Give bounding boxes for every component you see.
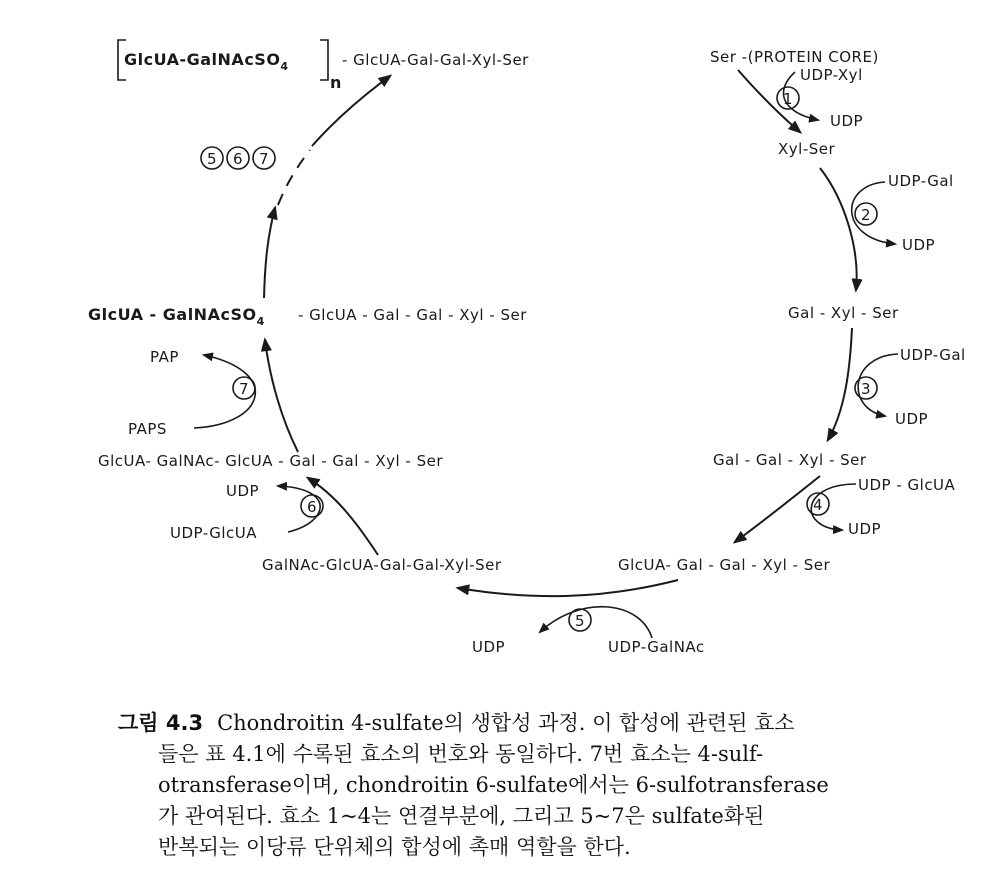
repeat-step-markers [201,147,275,169]
svg-text:- GlcUA-Gal-Gal-Xyl-Ser: - GlcUA-Gal-Gal-Xyl-Ser [342,51,529,69]
svg-text:5: 5 [575,612,585,630]
svg-text:4: 4 [813,496,823,514]
step-1-marker [777,87,799,109]
svg-text:5: 5 [207,150,217,168]
udp-1-label: UDP [830,112,864,130]
step5-arc [540,607,652,638]
main-arrow-8 [264,208,275,298]
svg-text:6: 6 [307,498,317,516]
step-4-marker [807,493,829,515]
main-arrow-3 [828,328,852,440]
udp-gal-a-label: UDP-Gal [888,172,954,190]
step2-arc [852,182,895,244]
udp-glcua-a-label: UDP - GlcUA [858,476,956,494]
udp-6-label: UDP [226,482,260,500]
final-product-label [118,40,529,92]
main-arrow-4 [735,476,820,542]
main-arrow-5 [458,580,678,596]
caption-line-3: otransferase이며, chondroitin 6-sulfate에서는 6-sulfotransferase [158,773,829,797]
udp-4-label: UDP [848,520,882,538]
udp-glcua-b-label: UDP-GlcUA [170,524,257,542]
paps-label: PAPS [128,420,167,438]
udp-5-label: UDP [472,638,506,656]
svg-text:6: 6 [233,150,243,168]
step-7-marker [233,377,255,399]
main-arrow-2 [820,168,857,290]
galnac-glcua-chain-label: GalNAc-GlcUA-Gal-Gal-Xyl-Ser [262,556,502,574]
figure-number: 그림 4.3 [118,711,204,735]
udp-galnac-label: UDP-GalNAc [608,638,705,656]
glcua-galnac-chain-label: GlcUA- GalNAc- GlcUA - Gal - Gal - Xyl - Ser [98,452,444,470]
gal-gal-xyl-ser-label: Gal - Gal - Xyl - Ser [713,451,867,469]
main-arrow-7 [265,340,298,452]
xyl-ser-label: Xyl-Ser [778,140,836,158]
svg-text:- GlcUA - Gal - Gal - Xyl - Se: - GlcUA - Gal - Gal - Xyl - Ser [298,306,527,324]
ser-protein-core-label: Ser -(PROTEIN CORE) [710,48,879,66]
udp-3-label: UDP [895,410,929,428]
udp-2-label: UDP [902,236,936,254]
svg-text:3: 3 [861,380,871,398]
svg-text:GlcUA-GalNAcSO4: GlcUA-GalNAcSO$_4$ [124,50,289,73]
gal-xyl-ser-label: Gal - Xyl - Ser [788,304,899,322]
glcua-gal-gal-xyl-ser-label: GlcUA- Gal - Gal - Xyl - Ser [618,556,831,574]
svg-text:2: 2 [861,206,871,224]
figure-caption [118,708,982,863]
udp-gal-b-label: UDP-Gal [900,346,966,364]
pap-label: PAP [150,348,179,366]
udp-xyl-label: UDP-Xyl [800,66,863,84]
caption-line-4: 가 관여된다. 효소 1~4는 연결부분에, 그리고 5~7은 sulfate화된 [158,804,765,828]
caption-line-1: 그림 4.3 Chondroitin 4-sulfate의 생합성 과정. 이 합성에 관련된 효소 [118,711,795,735]
svg-text:7: 7 [239,380,249,398]
sulfated-chain-label [88,305,527,328]
svg-text:n: n [330,73,342,92]
step-5-marker [569,609,591,631]
main-arrow-6 [308,478,378,555]
svg-text:GlcUA - GalNAcSO4: GlcUA - GalNAcSO$_4$ [88,305,265,328]
svg-text:7: 7 [259,150,269,168]
main-arrow-9 [312,76,390,146]
svg-text:1: 1 [783,90,793,108]
caption-line-5: 반복되는 이당류 단위체의 합성에 촉매 역할을 한다. [158,835,631,859]
caption-line-2: 들은 표 4.1에 수록된 효소의 번호와 동일하다. 7번 효소는 4-sulf- [158,742,764,766]
step-2-marker [855,203,877,225]
repeat-dashed-arc [278,150,310,205]
